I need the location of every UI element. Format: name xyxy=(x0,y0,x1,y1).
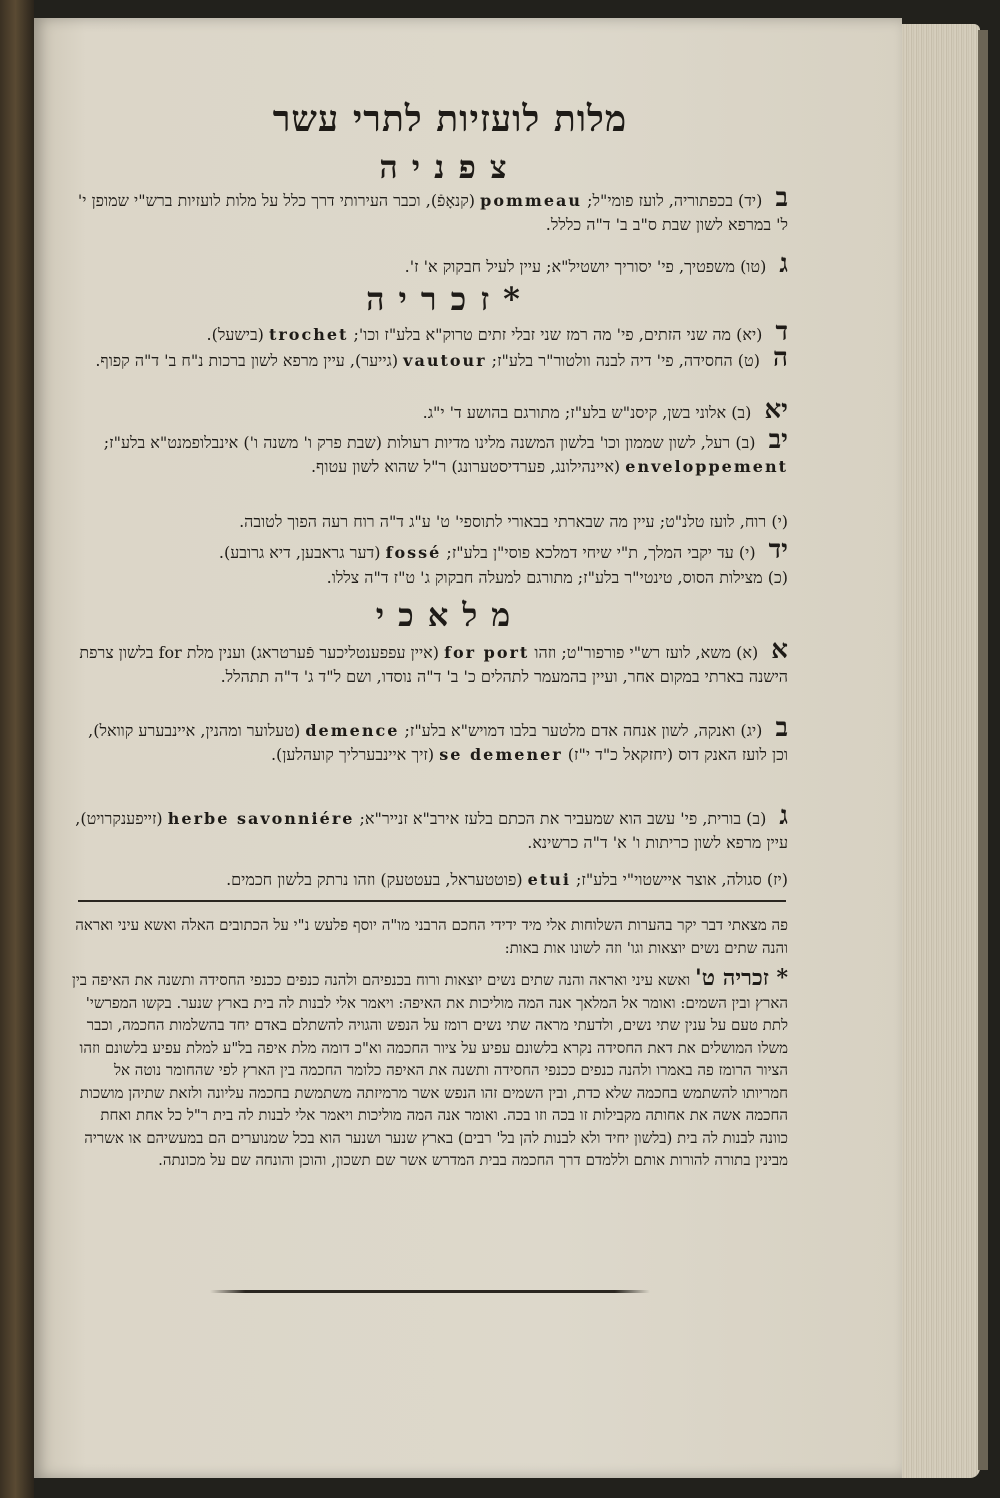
entry-chapter-letter: ג xyxy=(779,249,788,279)
entry-text: (ב) בורית, פי' עשב הוא שמעביר את הכתם בלעז אירב"א זנייר"א; xyxy=(359,809,767,828)
entry-text: (דער גראבען, דיא גרובע). xyxy=(218,543,381,562)
footnote-body-block xyxy=(70,967,788,1172)
entry-text: (יג) ואנקה, לשון אנחה אדם מלטער בלבו דמויש"א בלע"ז; xyxy=(404,721,763,740)
entry-chapter-letter: ד xyxy=(775,317,788,347)
divider-rule xyxy=(78,900,786,902)
entry-text: (יז) סגולה, אוצר איישטוי"י בלע"ז; xyxy=(576,870,788,889)
entry-chapter-letter: ה xyxy=(773,343,788,373)
entry-text: (י) עד יקבי המלך, ת"י שיחי דמלכא פוסי"ן בלע"ז; xyxy=(446,543,756,562)
footnote-body: ואשא עיני ואראה והנה שתים נשים יוצאות ורוח בכנפיהם ולהנה כנפים ככנפי החסידה ותשנה את האיפה בין הארץ ובין השמים: ואומר אל המלאך אנה המה מוליכות את האיפה: ויאמר אלי לבנות לה בית בארץ שנער. בקשו המפרשי' לתת טעם על ענין שתי נשים, ולדעתי מראה שתי נשים רומז על הנפש והגויה להשתלם באדם יחד בהשלמות החכמה, וכבר משלו המושלים את דאת החסידה נקרא בלשונם עפיע על ציור החכמה וא"כ דומה מלת איפה בל"ע למלת עפיע בלשונם וזהו הציור הרומז פה באמרו ולהנה כנפים ככנפי החסידה ותשנה את האיפה כלומר החכמה בין הארץ לפי שהחומר נוטה אל חמריותו להשתמש בחכמה שלא כדת, ובין השמים זהו הנפש אשר מרמיזתה משתמשת בחכמה עליונה ולזאת שתיהן מושכות החכמה אשה את אחותה מקבילות זו בכה וזו בכה. ואומר אנה המה מוליכות ויאמר אלי לבנות לה בית ר"ל כל אחת ואחת כוונה לבנות לה בית (בלשון יחיד ולא לבנות להן בל' רבים) בארץ שנער ושנער הוא בכל שמנוערים הם במעשיהם או אשריה מבינין בתורה להורות אותם וללמדם דרך החכמה בבית המדרש אשר שם תשכון, והוכן והונחה שם על מכונתה. xyxy=(72,971,788,1169)
bottom-ornament-rule xyxy=(210,1290,650,1293)
entry-text: (י) רוח, לועז טלנ"ט; עיין מה שבארתי בבאורי לתוספי' ט' ע"ג ד"ה רוח רעה הפוך לטובה. xyxy=(239,512,788,531)
entry-text: (ב) רעל, לשון שממון וכו' בלשון המשנה מלינו מדיות רעולות (שבת פרק ו' משנה ו') אינבלופמנט"א בלע"ז; xyxy=(103,433,756,452)
entry xyxy=(70,535,788,565)
entry xyxy=(70,343,788,373)
latin-word: enveloppement xyxy=(625,457,788,476)
entry-text: (איין עפפענטליכער פֿערטראג) וענין מלת for בלשון צרפת הישנה בארתי במקום אחר, ועיין בהמעמר לתהלים כ' ב' ד"ה נוסדו, ושם ל"ד ג' ד"ה תתהלל. xyxy=(79,643,788,686)
entry-text: (יא) מה שני הזתים, פי' מה רמז שני זבלי זתים טרוק"א בלע"ז וכו'; xyxy=(353,325,763,344)
footnote xyxy=(70,914,788,1172)
entry xyxy=(70,510,788,534)
entry xyxy=(70,183,788,237)
entry-text: (טעלוער ומהנין, איינבערע קוואל), וכן לועז האנק דוס (יחזקאל כ"ד י"ז) xyxy=(88,721,788,764)
latin-word: vautour xyxy=(403,351,487,370)
section-heading-zephaniah: צפניה xyxy=(379,148,521,186)
section-heading-malachi: מלאכי xyxy=(375,596,525,634)
entry-text: (איינהילונג, פערדיסטערונג) ר"ל שהוא לשון עטוף. xyxy=(310,457,621,476)
section-heading-zechariah: *זכריה xyxy=(366,280,534,318)
page-edges-shadow xyxy=(978,30,988,1470)
footnote-intro: פה מצאתי דבר יקר בהערות השלוחות אלי מיד ידידי החכם הרבני מו"ה יוסף פלעש נ"י על הכתובים האלה ואשא עיני ואראה והנה שתים נשים יוצאות וגו' וזה לשונו אות באות: xyxy=(75,916,788,957)
book-binding xyxy=(0,0,34,1498)
latin-word: demence xyxy=(305,721,400,740)
entry-chapter-letter: יא xyxy=(764,395,788,425)
entry xyxy=(70,425,788,479)
entry xyxy=(70,249,788,279)
entry-text: (פוטטעראל, בעטטעק) וזהו נרתק בלשון חכמים. xyxy=(226,870,523,889)
entry-text: (קנאָפֿ), וכבר העירותי דרך כלל על מלות לועזיות ברש"י שמופן י' ל' במרפא לשון שבת ס"ב ב' ד"ה כללל. xyxy=(77,191,788,234)
entry xyxy=(70,801,788,855)
footnote-heading: * זכריה ט' xyxy=(695,965,788,991)
page-title: מלות לועזיות לתרי עשר xyxy=(272,98,628,140)
entry xyxy=(70,868,788,892)
latin-word: pommeau xyxy=(480,191,583,210)
latin-word: fossé xyxy=(385,543,442,562)
latin-word: etui xyxy=(527,870,571,889)
entry xyxy=(70,635,788,689)
entry-text: (בישעל). xyxy=(206,325,264,344)
entry-chapter-letter: ב xyxy=(775,713,788,743)
entry-chapter-letter: א xyxy=(771,635,788,665)
latin-word: for port xyxy=(444,643,530,662)
latin-word: trochet xyxy=(268,325,349,344)
page-edges xyxy=(902,24,980,1478)
entry-text: (זיך איינבערליך קועהלען). xyxy=(270,745,435,764)
entry-text: (גייער), עיין מרפא לשון ברכות נ"ח ב' ד"ה קפוף. xyxy=(95,351,399,370)
entry-chapter-letter: ב xyxy=(775,183,788,213)
entry xyxy=(70,395,788,425)
entry xyxy=(70,713,788,767)
entry-text: (כ) מצילות הסוס, טינטי"ר בלע"ז; מתורגם למעלה חבקוק ג' ט"ז ד"ה צללו. xyxy=(326,568,788,587)
entry xyxy=(70,566,788,590)
latin-word: herbe savonniére xyxy=(167,809,355,828)
entry xyxy=(70,317,788,347)
entry-chapter-letter: ג xyxy=(779,801,788,831)
entry-text: (ב) אלוני בשן, קיסנ"ש בלע"ז; מתורגם בהושע ד' י"ג. xyxy=(422,403,752,422)
entry-text: (יד) בכפתוריה, לועז פומי"ל; xyxy=(587,191,763,210)
entry-chapter-letter: יד xyxy=(768,535,788,565)
entry-chapter-letter: יב xyxy=(768,425,788,455)
latin-word: se demener xyxy=(439,745,563,764)
entry-text: (ט) החסידה, פי' דיה לבנה וולטור"ר בלע"ז; xyxy=(491,351,760,370)
entry-text: (זייפענקרויט), עיין מרפא לשון כריתות ו' א' ד"ה כרשינא. xyxy=(75,809,788,852)
entry-text: (א) משא, לועז רש"י פורפור"ט; וזהו xyxy=(534,643,759,662)
entry-text: (טו) משפטיך, פי' יסוריך יושטיל"א; עיין לעיל חבקוק א' ז'. xyxy=(404,257,767,276)
